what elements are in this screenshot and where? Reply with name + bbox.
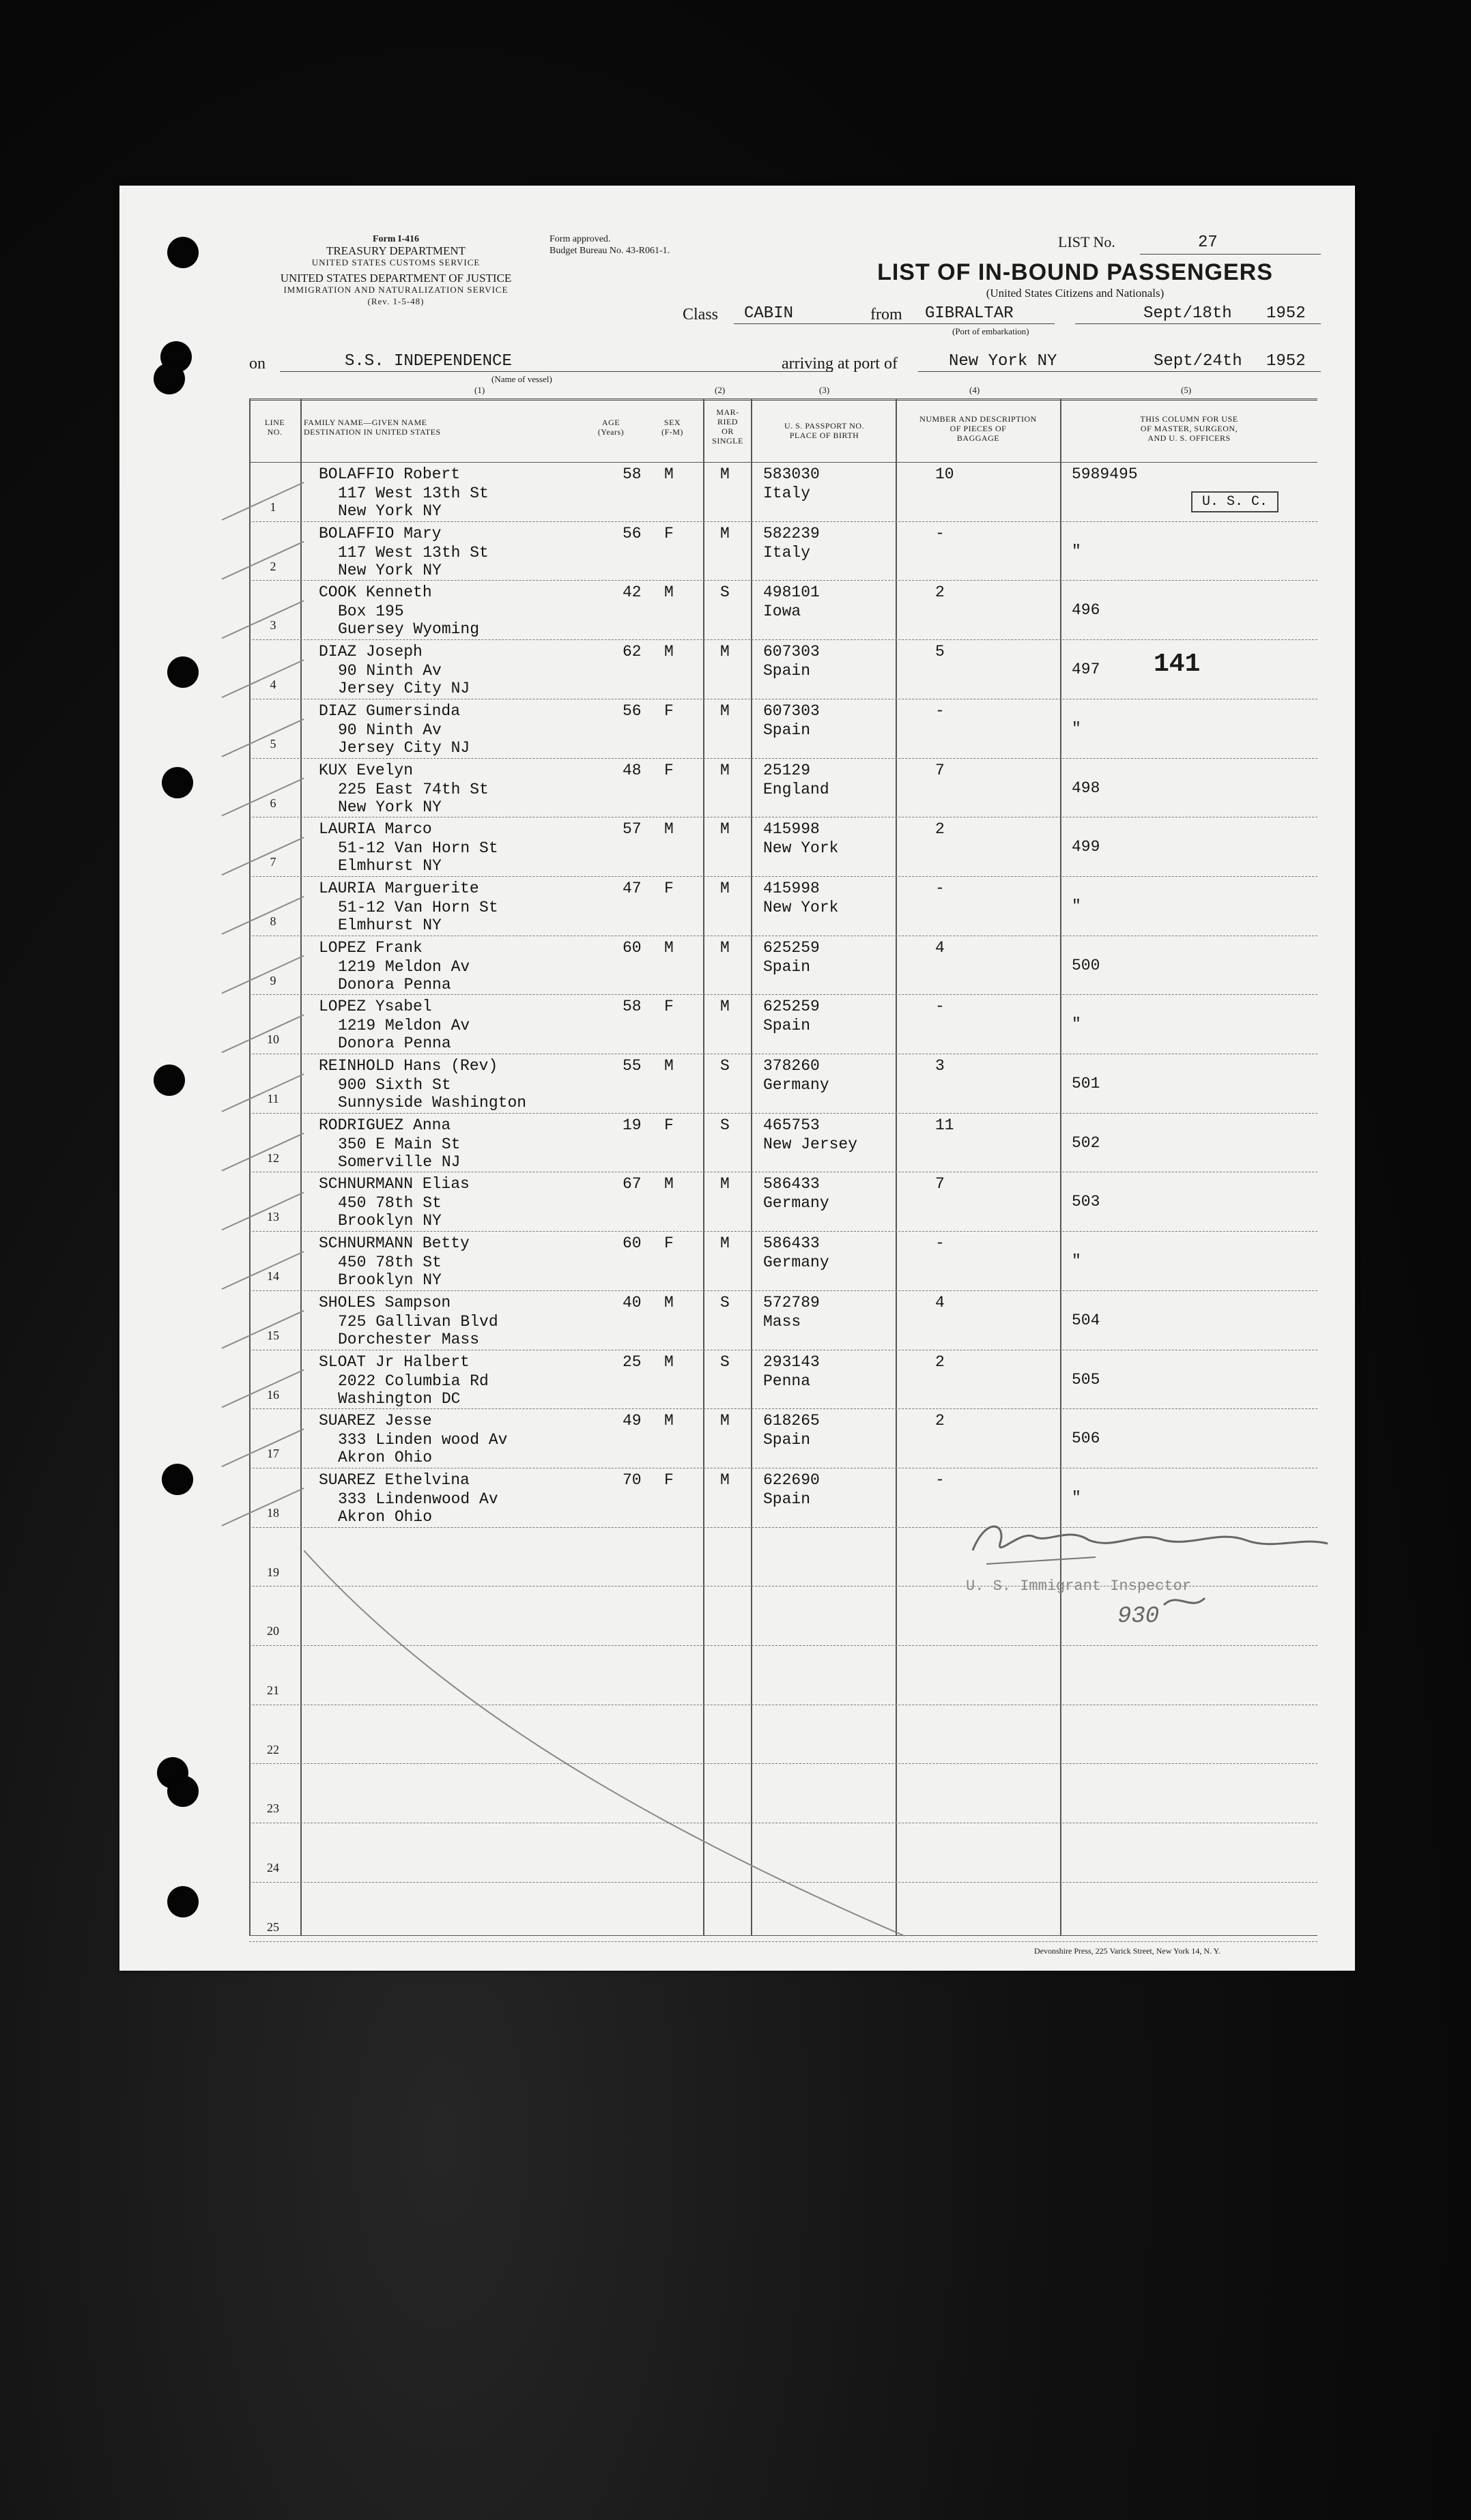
marital-status: M (720, 1471, 730, 1489)
address-line-2: Jersey City NJ (338, 738, 470, 757)
passenger-name: SHOLES Sampson (319, 1293, 451, 1312)
passport-number: 378260 (763, 1057, 820, 1075)
baggage-count: 5 (935, 643, 945, 661)
tick-mark (222, 1192, 304, 1230)
address-line-1: 117 West 13th St (338, 484, 489, 502)
sex: M (664, 1057, 674, 1075)
marital-status: M (720, 701, 730, 720)
sex: F (664, 761, 674, 779)
passenger-name: SUAREZ Jesse (319, 1412, 432, 1430)
line-number: 20 (267, 1624, 279, 1638)
passenger-name: LOPEZ Ysabel (319, 998, 432, 1016)
baggage-count: 10 (935, 465, 954, 483)
officer-note: 499 (1072, 838, 1100, 856)
head-baggage: NUMBER AND DESCRIPTION OF PIECES OF BAGGAGE (919, 414, 1037, 443)
place-of-birth: Penna (763, 1372, 811, 1390)
address-line-1: 51-12 Van Horn St (338, 898, 498, 916)
sex: F (664, 998, 674, 1016)
marital-status: S (720, 1116, 730, 1134)
line-number: 10 (267, 1032, 279, 1047)
customs-service: UNITED STATES CUSTOMS SERVICE (311, 257, 481, 267)
marital-status: M (720, 1234, 730, 1253)
place-of-birth: Spain (763, 721, 811, 739)
sex: F (664, 879, 674, 897)
line-number: 7 (270, 855, 276, 869)
marital-status: S (720, 1057, 730, 1075)
passenger-name: SLOAT Jr Halbert (319, 1352, 470, 1371)
arrival-date: Sept/24th (1154, 352, 1242, 371)
passenger-name: SCHNURMANN Betty (319, 1234, 470, 1253)
baggage-count: 7 (935, 1175, 945, 1193)
list-no-label: LIST No. (1058, 233, 1115, 250)
address-line-1: 2022 Columbia Rd (338, 1372, 489, 1390)
line-number: 18 (267, 1505, 279, 1520)
age: 49 (623, 1412, 642, 1430)
marital-status: M (720, 643, 730, 661)
marital-status: M (720, 820, 730, 839)
embark-caption: (Port of embarkation) (952, 326, 1029, 336)
address-line-2: New York NY (338, 561, 442, 579)
passport-number: 618265 (763, 1412, 820, 1430)
tick-mark (222, 1429, 304, 1466)
address-line-2: Guersey Wyoming (338, 620, 480, 639)
address-line-2: Sunnyside Washington (338, 1094, 527, 1112)
passport-number: 607303 (763, 643, 820, 661)
officer-note: " (1072, 1015, 1081, 1034)
passenger-name: LOPEZ Frank (319, 938, 423, 957)
address-line-2: New York NY (338, 502, 442, 520)
baggage-count: 2 (935, 1352, 945, 1371)
passenger-name: SUAREZ Ethelvina (319, 1471, 470, 1489)
age: 62 (623, 643, 642, 661)
marital-status: M (720, 1175, 730, 1193)
form-approved: Form approved. (549, 234, 611, 244)
address-line-1: 333 Lindenwood Av (338, 1490, 498, 1508)
age: 60 (623, 1234, 642, 1253)
passport-number: 415998 (763, 879, 820, 897)
baggage-count: 2 (935, 820, 945, 839)
depart-year: 1952 (1266, 304, 1306, 323)
vessel-caption: (Name of vessel) (491, 374, 552, 384)
line-number: 4 (270, 678, 276, 692)
place-of-birth: Germany (763, 1076, 829, 1094)
sex: F (664, 1234, 674, 1253)
officer-note: " (1072, 897, 1081, 915)
sex: M (664, 1293, 674, 1312)
sex: M (664, 1412, 674, 1430)
baggage-count: - (935, 1234, 945, 1253)
officer-note: " (1072, 1252, 1081, 1271)
officer-note: 503 (1072, 1193, 1100, 1211)
age: 56 (623, 701, 642, 720)
line-number: 25 (267, 1920, 279, 1934)
place-of-birth: Spain (763, 662, 811, 680)
arrival-year: 1952 (1266, 352, 1306, 371)
address-line-2: Elmhurst NY (338, 857, 442, 875)
ins-service: IMMIGRATION AND NATURALIZATION SERVICE (283, 285, 509, 295)
address-line-2: Elmhurst NY (338, 916, 442, 934)
baggage-count: 4 (935, 938, 945, 957)
tick-mark (222, 600, 304, 638)
address-line-2: Jersey City NJ (338, 680, 470, 698)
address-line-1: 225 East 74th St (338, 780, 489, 798)
age: 60 (623, 938, 642, 957)
depart-date: Sept/18th (1143, 304, 1232, 323)
list-no-value: 27 (1198, 233, 1218, 252)
passenger-name: KUX Evelyn (319, 761, 414, 779)
age: 47 (623, 879, 642, 897)
treasury-dept: TREASURY DEPARTMENT (326, 244, 466, 257)
line-number: 9 (270, 973, 276, 987)
tick-mark (222, 1015, 304, 1052)
place-of-birth: Iowa (763, 603, 801, 621)
baggage-count: 2 (935, 583, 945, 602)
line-number: 21 (267, 1683, 279, 1697)
line-number: 23 (267, 1801, 279, 1816)
age: 57 (623, 820, 642, 839)
head-officers: THIS COLUMN FOR USE OF MASTER, SURGEON, AND U. S. OFFICERS (1140, 414, 1238, 443)
address-line-1: 900 Sixth St (338, 1076, 451, 1094)
line-number: 22 (267, 1742, 279, 1756)
baggage-count: - (935, 1471, 945, 1489)
head-age: AGE (Years) (597, 418, 625, 437)
place-of-birth: Germany (763, 1254, 829, 1272)
passport-number: 622690 (763, 1471, 820, 1489)
age: 56 (623, 524, 642, 542)
address-line-1: 117 West 13th St (338, 543, 489, 562)
officer-note: " (1072, 542, 1081, 560)
address-line-1: 350 E Main St (338, 1135, 461, 1153)
col-num-2: (2) (715, 385, 726, 395)
manifest-page (119, 186, 1355, 1971)
officer-note: " (1072, 719, 1081, 738)
passport-number: 582239 (763, 524, 820, 542)
head-passport: U. S. PASSPORT NO. PLACE OF BIRTH (784, 421, 864, 440)
address-line-2: Brooklyn NY (338, 1271, 442, 1290)
tick-mark (222, 1251, 304, 1289)
line-number: 15 (267, 1328, 279, 1342)
place-of-birth: Italy (763, 543, 811, 562)
age: 48 (623, 761, 642, 779)
place-of-birth: New York (763, 839, 839, 858)
address-line-1: 725 Gallivan Blvd (338, 1312, 498, 1331)
line-number: 14 (267, 1269, 279, 1284)
marital-status: M (720, 879, 730, 897)
baggage-count: - (935, 701, 945, 720)
passport-number: 586433 (763, 1175, 820, 1193)
passport-number: 586433 (763, 1234, 820, 1253)
passenger-name: SCHNURMANN Elias (319, 1175, 470, 1193)
line-number: 11 (267, 1092, 279, 1105)
arrival-port: New York NY (949, 352, 1057, 371)
officer-note: 5989495 (1072, 465, 1138, 483)
form-title: LIST OF IN-BOUND PASSENGERS (877, 259, 1273, 285)
passenger-name: REINHOLD Hans (Rev) (319, 1057, 498, 1075)
tick-mark (222, 956, 304, 994)
address-line-1: 90 Ninth Av (338, 721, 442, 739)
baggage-count: 11 (935, 1116, 954, 1134)
line-number: 5 (270, 736, 276, 751)
head-name: FAMILY NAME—GIVEN NAME DESTINATION IN UNITED STATES (304, 418, 441, 437)
place-of-birth: Mass (763, 1312, 801, 1331)
tick-mark (222, 837, 304, 875)
sex: M (664, 583, 674, 602)
place-of-birth: Germany (763, 1194, 829, 1213)
baggage-count: - (935, 524, 945, 542)
col-num-4: (4) (969, 385, 980, 395)
marital-status: M (720, 1412, 730, 1430)
printer-imprint: Devonshire Press, 225 Varick Street, New York 14, N. Y. (1034, 1946, 1220, 1956)
head-sex: SEX (F-M) (661, 418, 683, 437)
line-number: 16 (267, 1387, 279, 1402)
officer-note: 497 (1072, 661, 1100, 679)
line-number: 1 (270, 500, 276, 514)
tick-mark (222, 897, 304, 934)
place-of-birth: Spain (763, 1017, 811, 1035)
tick-mark (222, 542, 304, 579)
marital-status: M (720, 938, 730, 957)
address-line-1: 333 Linden wood Av (338, 1431, 508, 1449)
line-number: 3 (270, 618, 276, 633)
justice-dept: UNITED STATES DEPARTMENT OF JUSTICE (280, 272, 512, 285)
baggage-count: 2 (935, 1412, 945, 1430)
line-number: 17 (267, 1447, 279, 1461)
passenger-name: BOLAFFIO Robert (319, 465, 461, 483)
officer-note: 501 (1072, 1075, 1100, 1092)
passport-number: 25129 (763, 761, 811, 779)
officer-note: 504 (1072, 1311, 1100, 1329)
baggage-count: 4 (935, 1293, 945, 1312)
class-label: Class (683, 306, 719, 323)
col-num-5: (5) (1181, 385, 1192, 395)
sex: F (664, 1471, 674, 1489)
marital-status: M (720, 524, 730, 542)
sex: M (664, 643, 674, 661)
tick-mark (222, 1370, 304, 1408)
col-num-3: (3) (819, 385, 830, 395)
inspector-title: U. S. Immigrant Inspector (966, 1578, 1192, 1595)
address-line-2: Somerville NJ (338, 1153, 461, 1171)
sex: F (664, 701, 674, 720)
officer-note: 498 (1072, 779, 1100, 797)
arriving-label: arriving at port of (782, 355, 898, 373)
row-tick-marks (119, 186, 1355, 1971)
age: 55 (623, 1057, 642, 1075)
on-label: on (249, 355, 266, 373)
passport-number: 583030 (763, 465, 820, 483)
tick-mark (222, 482, 304, 520)
sex: M (664, 1352, 674, 1371)
address-line-1: 450 78th St (338, 1254, 442, 1272)
age: 40 (623, 1293, 642, 1312)
from-label: from (870, 306, 902, 323)
passenger-count: 141 (1154, 650, 1201, 679)
address-line-2: Brooklyn NY (338, 1212, 442, 1230)
age: 70 (623, 1471, 642, 1489)
sex: F (664, 524, 674, 542)
address-line-2: Akron Ohio (338, 1507, 433, 1526)
marital-status: M (720, 998, 730, 1016)
baggage-count: 7 (935, 761, 945, 779)
line-number: 6 (270, 796, 276, 810)
officer-note: 506 (1072, 1430, 1100, 1448)
sex: F (664, 1116, 674, 1134)
age: 25 (623, 1352, 642, 1371)
officer-note: 505 (1072, 1370, 1100, 1389)
tick-mark (222, 660, 304, 697)
address-line-1: 1219 Meldon Av (338, 957, 470, 976)
sex: M (664, 938, 674, 957)
passport-number: 572789 (763, 1293, 820, 1312)
line-number: 13 (267, 1210, 279, 1224)
passenger-name: LAURIA Marco (319, 820, 432, 839)
line-number: 19 (267, 1565, 279, 1579)
sex: M (664, 1175, 674, 1193)
usc-stamp: U. S. C. (1191, 491, 1279, 512)
passport-number: 415998 (763, 820, 820, 839)
tick-mark (222, 1488, 304, 1526)
age: 19 (623, 1116, 642, 1134)
passport-number: 293143 (763, 1352, 820, 1371)
passenger-name: LAURIA Marguerite (319, 879, 479, 897)
sex: M (664, 820, 674, 839)
passport-number: 465753 (763, 1116, 820, 1134)
head-line-no: LINE NO. (264, 418, 285, 437)
passport-number: 607303 (763, 701, 820, 720)
line-number: 2 (270, 559, 276, 573)
address-line-2: Donora Penna (338, 975, 451, 994)
address-line-2: New York NY (338, 798, 442, 816)
place-of-birth: Spain (763, 957, 811, 976)
officer-note: 496 (1072, 601, 1100, 620)
age: 58 (623, 465, 642, 483)
age: 58 (623, 998, 642, 1016)
vessel-name: S.S. INDEPENDENCE (345, 352, 512, 371)
marital-status: S (720, 583, 730, 602)
marital-status: M (720, 465, 730, 483)
address-line-1: 450 78th St (338, 1194, 442, 1213)
budget-bureau: Budget Bureau No. 43-R061-1. (549, 246, 670, 256)
head-married: MAR- RIED OR SINGLE (712, 407, 743, 446)
officer-note: 502 (1072, 1133, 1100, 1152)
tick-mark (222, 1133, 304, 1171)
address-line-1: Box 195 (338, 603, 404, 621)
from-value: GIBRALTAR (925, 304, 1014, 323)
passenger-name: BOLAFFIO Mary (319, 524, 442, 542)
passenger-name: RODRIGUEZ Anna (319, 1116, 451, 1134)
officer-note: 500 (1072, 956, 1100, 974)
line-number: 8 (270, 914, 276, 928)
passenger-name: COOK Kenneth (319, 583, 432, 602)
place-of-birth: Spain (763, 1431, 811, 1449)
address-line-1: 90 Ninth Av (338, 662, 442, 680)
form-revision: (Rev. 1-5-48) (367, 296, 425, 306)
age: 67 (623, 1175, 642, 1193)
inspector-code: 930 (1117, 1604, 1160, 1630)
tick-mark (222, 779, 304, 816)
marital-status: M (720, 761, 730, 779)
baggage-count: - (935, 879, 945, 897)
place-of-birth: Italy (763, 484, 811, 502)
place-of-birth: England (763, 780, 829, 798)
address-line-2: Washington DC (338, 1389, 461, 1408)
passport-number: 625259 (763, 998, 820, 1016)
sex: M (664, 465, 674, 483)
address-line-1: 1219 Meldon Av (338, 1017, 470, 1035)
passport-number: 498101 (763, 583, 820, 602)
tick-mark (222, 1311, 304, 1348)
address-line-1: 51-12 Van Horn St (338, 839, 498, 858)
tick-mark (222, 1074, 304, 1112)
place-of-birth: Spain (763, 1490, 811, 1508)
col-num-1: (1) (474, 385, 485, 395)
passenger-name: DIAZ Gumersinda (319, 701, 461, 720)
address-line-2: Donora Penna (338, 1034, 451, 1053)
tick-mark (222, 719, 304, 757)
address-line-2: Dorchester Mass (338, 1330, 480, 1348)
passport-number: 625259 (763, 938, 820, 957)
line-number: 12 (267, 1150, 279, 1165)
class-value: CABIN (744, 304, 794, 323)
address-line-2: Akron Ohio (338, 1449, 433, 1467)
line-number: 24 (267, 1861, 279, 1875)
form-subtitle: (United States Citizens and Nationals) (986, 287, 1165, 300)
place-of-birth: New Jersey (763, 1135, 858, 1153)
marital-status: S (720, 1293, 730, 1312)
officer-note: " (1072, 1488, 1081, 1507)
age: 42 (623, 583, 642, 602)
baggage-count: - (935, 998, 945, 1016)
marital-status: S (720, 1352, 730, 1371)
form-number: Form I-416 (372, 234, 420, 244)
baggage-count: 3 (935, 1057, 945, 1075)
passenger-name: DIAZ Joseph (319, 643, 423, 661)
place-of-birth: New York (763, 898, 839, 916)
